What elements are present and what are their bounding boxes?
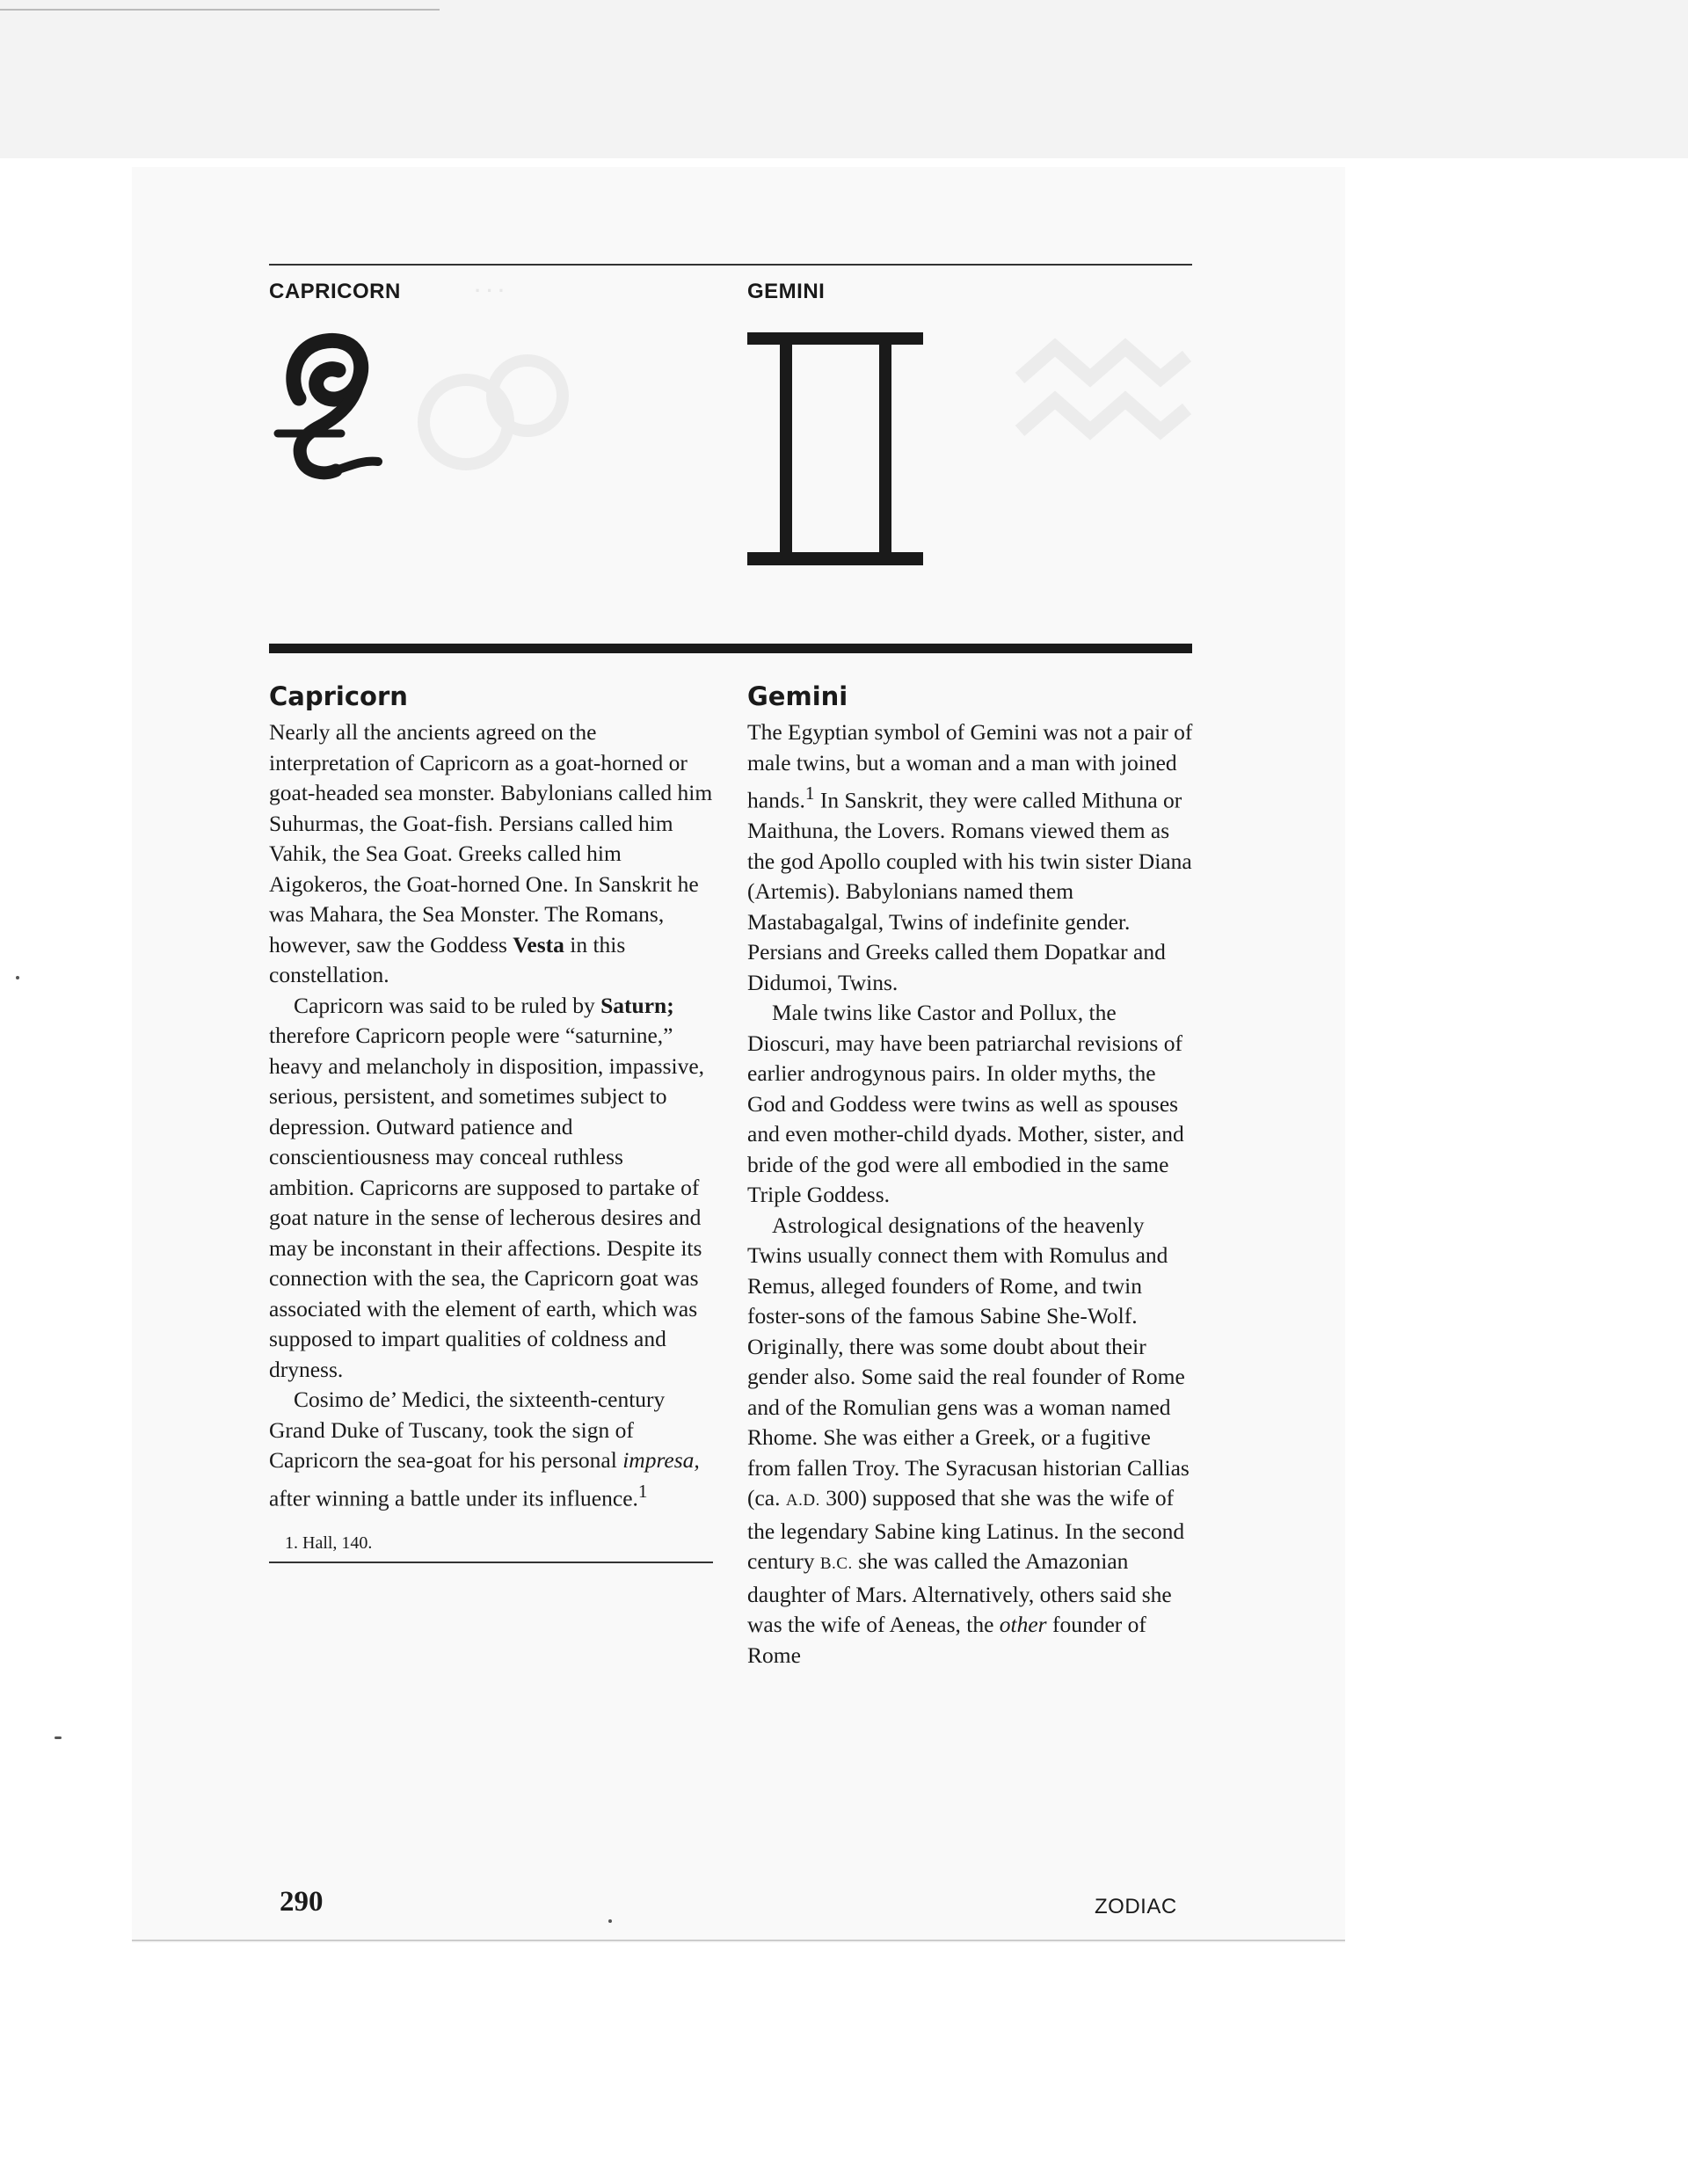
text-run: Astrological designations of the heavenly Twins usually connect them with Romulus and Remus, alleged founders of Rome, and twin foster-sons of the famous Sabine She-Wolf. Originally, there was some doubt about their gender also. Some said the real founder of Rome and of the Romulian gens was a woman named Rhome. She was either a Greek, or a fugitive from fallen Troy. The Syracusan historian Callias (ca. xyxy=(747,1212,1190,1511)
capricorn-paragraph xyxy=(269,717,713,991)
era-abbreviation: A.D. xyxy=(785,1491,820,1510)
text-run: Capricorn was said to be ruled by xyxy=(294,992,601,1018)
gemini-paragraph xyxy=(747,717,1196,998)
page-bottom-edge xyxy=(132,1940,1345,1941)
bleed-through-cancer-icon xyxy=(413,334,589,484)
running-footer-title: ZODIAC xyxy=(1095,1895,1177,1918)
capricorn-glyph-icon xyxy=(273,330,396,497)
gemini-paragraph: Male twins like Castor and Pollux, the Dioscuri, may have been patriarchal revisions of earlier androgynous pairs. In older myths, the God and Goddess were twins as well as spouses and even mother-child dyads. Mother, sister, and bride of the god were all embodied in the same Triple Goddess. xyxy=(747,1000,1184,1207)
bleed-through-aquarius-icon xyxy=(1011,330,1196,453)
scan-speck xyxy=(16,976,19,979)
scan-artifact-line xyxy=(0,9,440,11)
cross-reference: Vesta xyxy=(513,931,564,957)
capricorn-header-label: CAPRICORN xyxy=(269,280,401,303)
header-rule xyxy=(269,264,1192,266)
italic-term: other xyxy=(999,1612,1047,1637)
era-abbreviation: B.C. xyxy=(819,1554,853,1573)
capricorn-paragraph xyxy=(269,991,713,1386)
text-run: The Egyptian symbol of Gemini was not a pair of male twins, but a woman and a man with joined hands. xyxy=(747,719,1193,813)
gemini-heading: Gemini xyxy=(747,681,848,711)
section-divider xyxy=(269,644,1192,653)
gemini-header-label: GEMINI xyxy=(747,280,826,303)
footnote-marker: 1 xyxy=(637,1480,648,1502)
text-run: 300) supposed that she was the wife of the legendary Sabine king Latinus. In the second century xyxy=(747,1485,1185,1574)
scan-margin xyxy=(0,0,1688,158)
gemini-glyph-icon xyxy=(747,332,923,565)
text-run: she was called the Amazonian daughter of Mars. Alternatively, others said she was the wife of Aeneas, the xyxy=(747,1548,1172,1637)
text-run: Cosimo de’ Medici, the sixteenth-century Grand Duke of Tuscany, took the sign of Capricorn the sea-goat for his personal xyxy=(269,1387,666,1473)
scan-speck xyxy=(608,1919,612,1923)
text-run: in this constellation. xyxy=(269,931,626,987)
footnote-marker: 1 xyxy=(804,783,815,804)
page-number: 290 xyxy=(280,1886,324,1918)
cross-reference: Saturn; xyxy=(600,992,674,1018)
bleed-through-text: · · · xyxy=(475,280,506,302)
text-run: In Sanskrit, they were called Mithuna or Maithuna, the Lovers. Romans viewed them as the god Apollo coupled with his twin sister Diana (Artemis). Babylonians named them Mastabagalgal, Twins of indefinite gender. Persians and Greeks called them Dopatkar and Didumoi, Twins. xyxy=(747,787,1192,995)
text-run: after winning a battle under its influence. xyxy=(269,1485,638,1511)
footnote: 1. Hall, 140. xyxy=(285,1532,373,1553)
gemini-column xyxy=(747,679,1196,1671)
capricorn-paragraph xyxy=(269,1385,713,1514)
capricorn-column xyxy=(269,679,713,1563)
text-run: founder of Rome xyxy=(747,1612,1146,1668)
scan-speck xyxy=(55,1736,62,1739)
text-run: Nearly all the ancients agreed on the interpretation of Capricorn as a goat-horned or goat-headed sea monster. Babylonians called him Suhurmas, the Goat-fish. Persians called him Vahik, the Sea Goat. Greeks called him Aigokeros, the Goat-horned One. In Sanskrit he was Mahara, the Sea Monster. The Romans, however, saw the Goddess xyxy=(269,719,713,957)
gemini-paragraph xyxy=(747,1211,1196,1671)
italic-term: impresa, xyxy=(622,1447,700,1473)
footnote-rule xyxy=(269,1562,713,1563)
capricorn-heading: Capricorn xyxy=(269,681,408,711)
text-run: therefore Capricorn people were “saturnine,” heavy and melancholy in disposition, impassive, serious, persistent, and sometimes subject to depression. Outward patience and conscientiousness may conceal ruthless ambition. Capricorns are supposed to partake of goat nature in the sense of lecherous desires and may be inconstant in their affections. Despite its connection with the sea, the Capricorn goat was associated with the element of earth, which was supposed to impart qualities of coldness and dryness. xyxy=(269,1023,705,1382)
